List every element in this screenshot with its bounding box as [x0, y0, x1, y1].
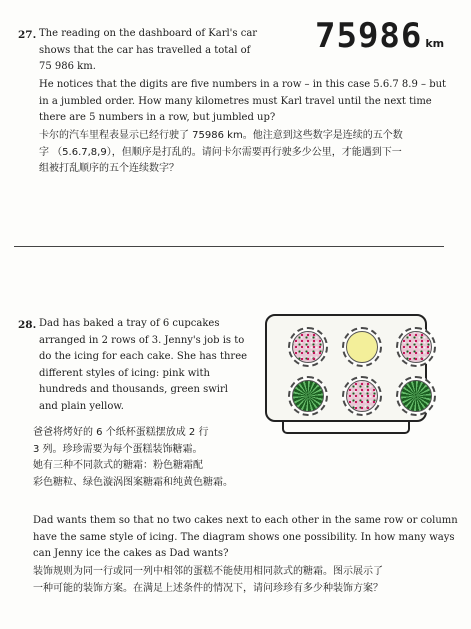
cupcake — [288, 327, 328, 367]
q28-chinese — [33, 564, 383, 597]
q27-chinese — [39, 128, 403, 178]
q27-zh-line: 字 （5.6.7,8,9），但顺序是打乱的。请问卡尔需要再行驶多少公里，才能遇到下一 — [39, 146, 402, 158]
q28-intro-line: and plain yellow. — [39, 400, 124, 412]
q27-intro-line: shows that the car has travelled a total of — [39, 44, 251, 56]
q28-zh-line: 装饰规则为同一行或同一列中相邻的蛋糕不能使用相同款式的糖霜。图示展示了 — [33, 566, 383, 577]
q28-number: 28. — [18, 319, 37, 331]
q27-number: 27. — [18, 29, 37, 41]
q27-zh-line: 组被打乱顺序的五个连续数字？ — [39, 163, 179, 174]
pink-icing — [292, 331, 324, 363]
q28-intro-line: arranged in 2 rows of 3. Jenny's job is to — [39, 334, 245, 346]
pink-icing — [400, 331, 432, 363]
tray-base — [282, 422, 410, 434]
q27-body-line: He notices that the digits are five numbers in a row – in this case 5.6.7 8.9 – but — [39, 79, 447, 90]
green-icing — [400, 380, 432, 412]
green-icing — [292, 380, 324, 412]
odometer-unit: km — [425, 37, 445, 50]
q27-zh-line: 卡尔的汽车里程表显示已经行驶了 75986 km。他注意到这些数字是连续的五个数 — [39, 130, 403, 141]
q28-intro-line: hundreds and thousands, green swirl — [39, 384, 228, 395]
q28-zh-line: 一种可能的装饰方案。在满足上述条件的情况下，请问珍珍有多少种装饰方案？ — [33, 582, 383, 594]
q28-intro-zh-line: 3 列。珍珍需要为每个蛋糕装饰糖霜。 — [33, 443, 203, 455]
q28-body-line: have the same style of icing. The diagram shows one possibility. In how many ways — [33, 531, 455, 543]
q28-intro-line: different styles of icing: pink with — [39, 367, 210, 379]
q28-body-line: can Jenny ice the cakes as Dad wants? — [33, 548, 229, 559]
cupcake — [396, 327, 436, 367]
q28-intro-zh-line: 她有三种不同款式的糖霜：粉色糖霜配 — [33, 460, 203, 471]
cupcake — [342, 327, 382, 367]
q28-intro-line: Dad has baked a tray of 6 cupcakes — [39, 318, 220, 329]
q27-body — [39, 77, 446, 127]
odometer-reading: 75986 — [315, 16, 423, 56]
q28-intro-zh-line: 彩色糖粒、绿色漩涡图案糖霜和纯黄色糖霜。 — [33, 476, 233, 488]
cupcake-tray — [265, 314, 427, 422]
yellow-icing — [346, 331, 378, 363]
q28-intro-zh-line: 爸爸将烤好的 6 个纸杯蛋糕摆放成 2 行 — [33, 427, 209, 438]
q28-body — [33, 513, 458, 563]
q27-intro-line: 75 986 km. — [39, 61, 96, 72]
cupcake — [396, 376, 436, 416]
q28-body-line: Dad wants them so that no two cakes next to each other in the same row or column — [33, 515, 458, 526]
q28-intro-chinese — [33, 425, 233, 491]
cupcake-tray-diagram — [265, 314, 427, 434]
q27-intro — [39, 26, 257, 76]
pink-icing — [346, 380, 378, 412]
q27-body-line: there are 5 numbers in a row, but jumbled up? — [39, 112, 276, 123]
q27-intro-line: The reading on the dashboard of Karl's car — [39, 28, 258, 39]
odometer-display — [315, 16, 445, 56]
q28-intro-line: do the icing for each cake. She has three — [39, 351, 248, 362]
q27-body-line: in a jumbled order. How many kilometres must Karl travel until the next time — [39, 95, 432, 107]
q28-intro — [39, 316, 247, 415]
section-divider — [14, 246, 444, 247]
cupcake — [288, 376, 328, 416]
cupcake — [342, 376, 382, 416]
